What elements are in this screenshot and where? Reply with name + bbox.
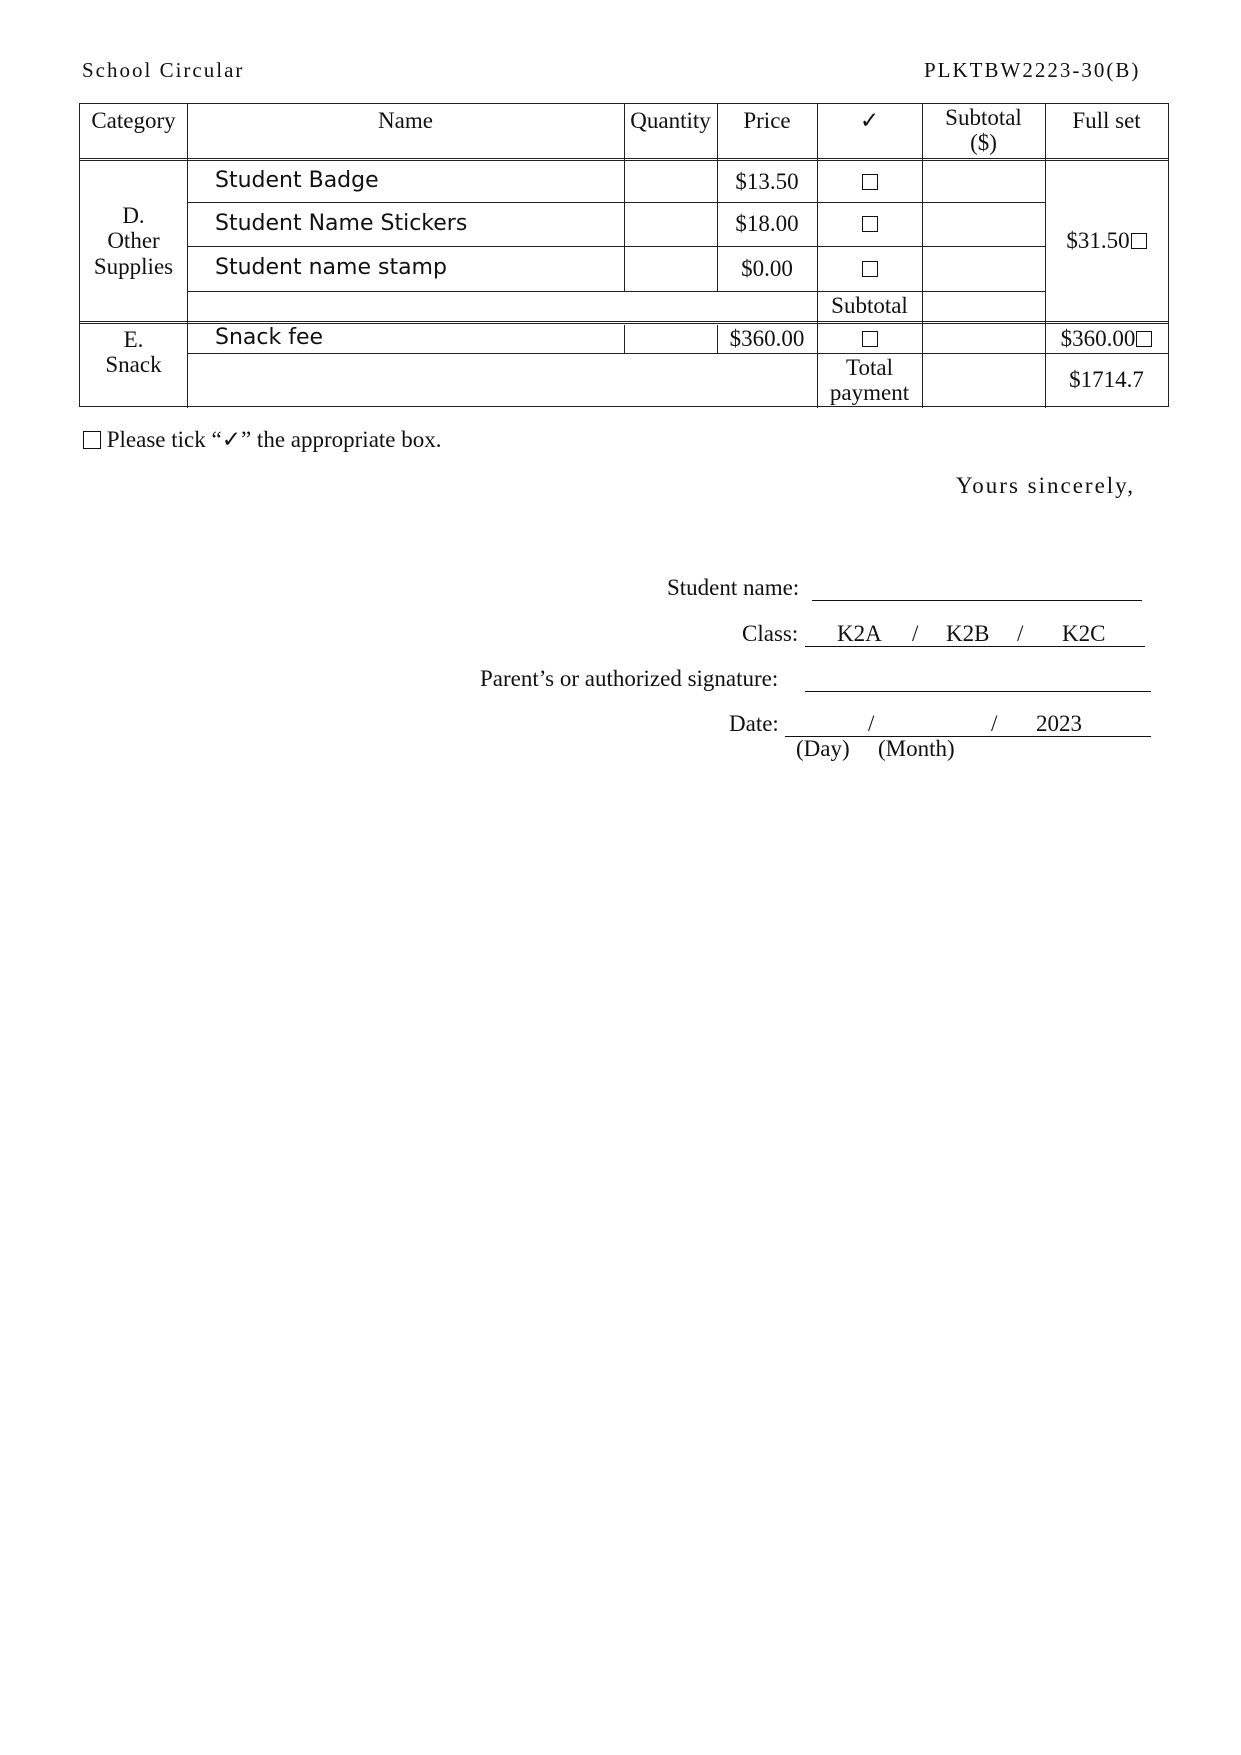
category-d-code: D.: [122, 203, 145, 229]
category-e-line2: Snack: [105, 352, 162, 377]
header-quantity: Quantity: [630, 108, 711, 134]
checkbox-icon[interactable]: [862, 261, 878, 277]
circular-reference: PLKTBW2223-30(B): [924, 58, 1141, 82]
checkbox-icon[interactable]: [862, 174, 878, 190]
item-price-stamp: $0.00: [741, 255, 793, 281]
tick-instruction: [83, 427, 442, 453]
student-name-field[interactable]: [812, 600, 1142, 601]
category-other-supplies: [80, 161, 187, 321]
checkbox-snack[interactable]: [817, 324, 922, 353]
class-option-k2b[interactable]: K2B: [946, 621, 990, 646]
header-subtotal-unit: ($): [970, 130, 997, 156]
group-d-subtotal-label: Subtotal: [831, 293, 908, 319]
closing-text: Yours sincerely,: [956, 473, 1135, 498]
total-payment-label: [817, 354, 922, 406]
header-fullset: Full set: [1072, 108, 1141, 134]
checkbox-badge[interactable]: [817, 161, 922, 202]
quantity-field-stamp[interactable]: [624, 246, 717, 291]
category-snack: [80, 324, 187, 380]
header-name: Name: [378, 108, 433, 134]
group-e-fullset[interactable]: [1045, 324, 1168, 353]
checkbox-icon[interactable]: [862, 331, 878, 347]
quantity-field-snack[interactable]: [624, 324, 717, 353]
item-price-snack: $360.00: [729, 325, 805, 351]
quantity-field-stickers[interactable]: [624, 202, 717, 246]
item-name-stamp: Student name stamp: [215, 255, 447, 281]
checkbox-icon: [83, 431, 101, 449]
quantity-field-badge[interactable]: [624, 161, 717, 202]
header-price: Price: [743, 108, 791, 134]
tick-instruction-text: Please tick “✓” the appropriate box.: [106, 427, 442, 452]
signature-label: Parent’s or authorized signature:: [480, 666, 779, 691]
order-table: [79, 103, 1169, 407]
group-d-fullset[interactable]: [1045, 161, 1168, 321]
item-price-badge: $13.50: [735, 168, 799, 194]
date-separator: /: [868, 711, 875, 736]
student-name-label: Student name:: [667, 575, 800, 600]
total-label-line1: Total: [846, 354, 893, 380]
item-name-stickers: Student Name Stickers: [215, 210, 468, 236]
item-name-snack: Snack fee: [215, 325, 324, 351]
circular-title: School Circular: [82, 58, 245, 82]
header-check: ✓: [859, 108, 880, 134]
checkbox-stamp[interactable]: [817, 246, 922, 291]
class-option-k2a[interactable]: K2A: [837, 621, 882, 646]
class-separator: /: [912, 621, 919, 646]
category-e-code: E.: [123, 326, 144, 352]
header-category: Category: [91, 108, 176, 134]
header-subtotal: [922, 104, 1045, 158]
class-label: Class:: [742, 621, 799, 646]
date-label: Date:: [729, 711, 779, 736]
group-e-fullset-price: $360.00: [1060, 325, 1136, 351]
signature-field[interactable]: [805, 691, 1151, 692]
group-d-fullset-price: $31.50: [1066, 228, 1130, 254]
checkbox-stickers[interactable]: [817, 202, 922, 246]
header-subtotal-label: Subtotal: [945, 105, 1022, 130]
class-option-k2c[interactable]: K2C: [1062, 621, 1106, 646]
category-d-line3: Supplies: [93, 253, 174, 279]
item-name-badge: Student Badge: [215, 168, 379, 194]
checkbox-icon[interactable]: [862, 216, 878, 232]
date-month-hint: (Month): [878, 736, 955, 761]
total-label-line2: payment: [829, 380, 910, 405]
total-payment-value: $1714.7: [1069, 367, 1144, 393]
date-year: 2023: [1036, 711, 1082, 736]
date-separator: /: [991, 711, 998, 736]
item-price-stickers: $18.00: [735, 211, 799, 237]
checkbox-icon[interactable]: [1136, 331, 1152, 347]
class-separator: /: [1017, 621, 1024, 646]
category-d-line2: Other: [107, 228, 160, 254]
date-day-hint: (Day): [796, 736, 850, 761]
checkbox-icon[interactable]: [1131, 233, 1147, 249]
